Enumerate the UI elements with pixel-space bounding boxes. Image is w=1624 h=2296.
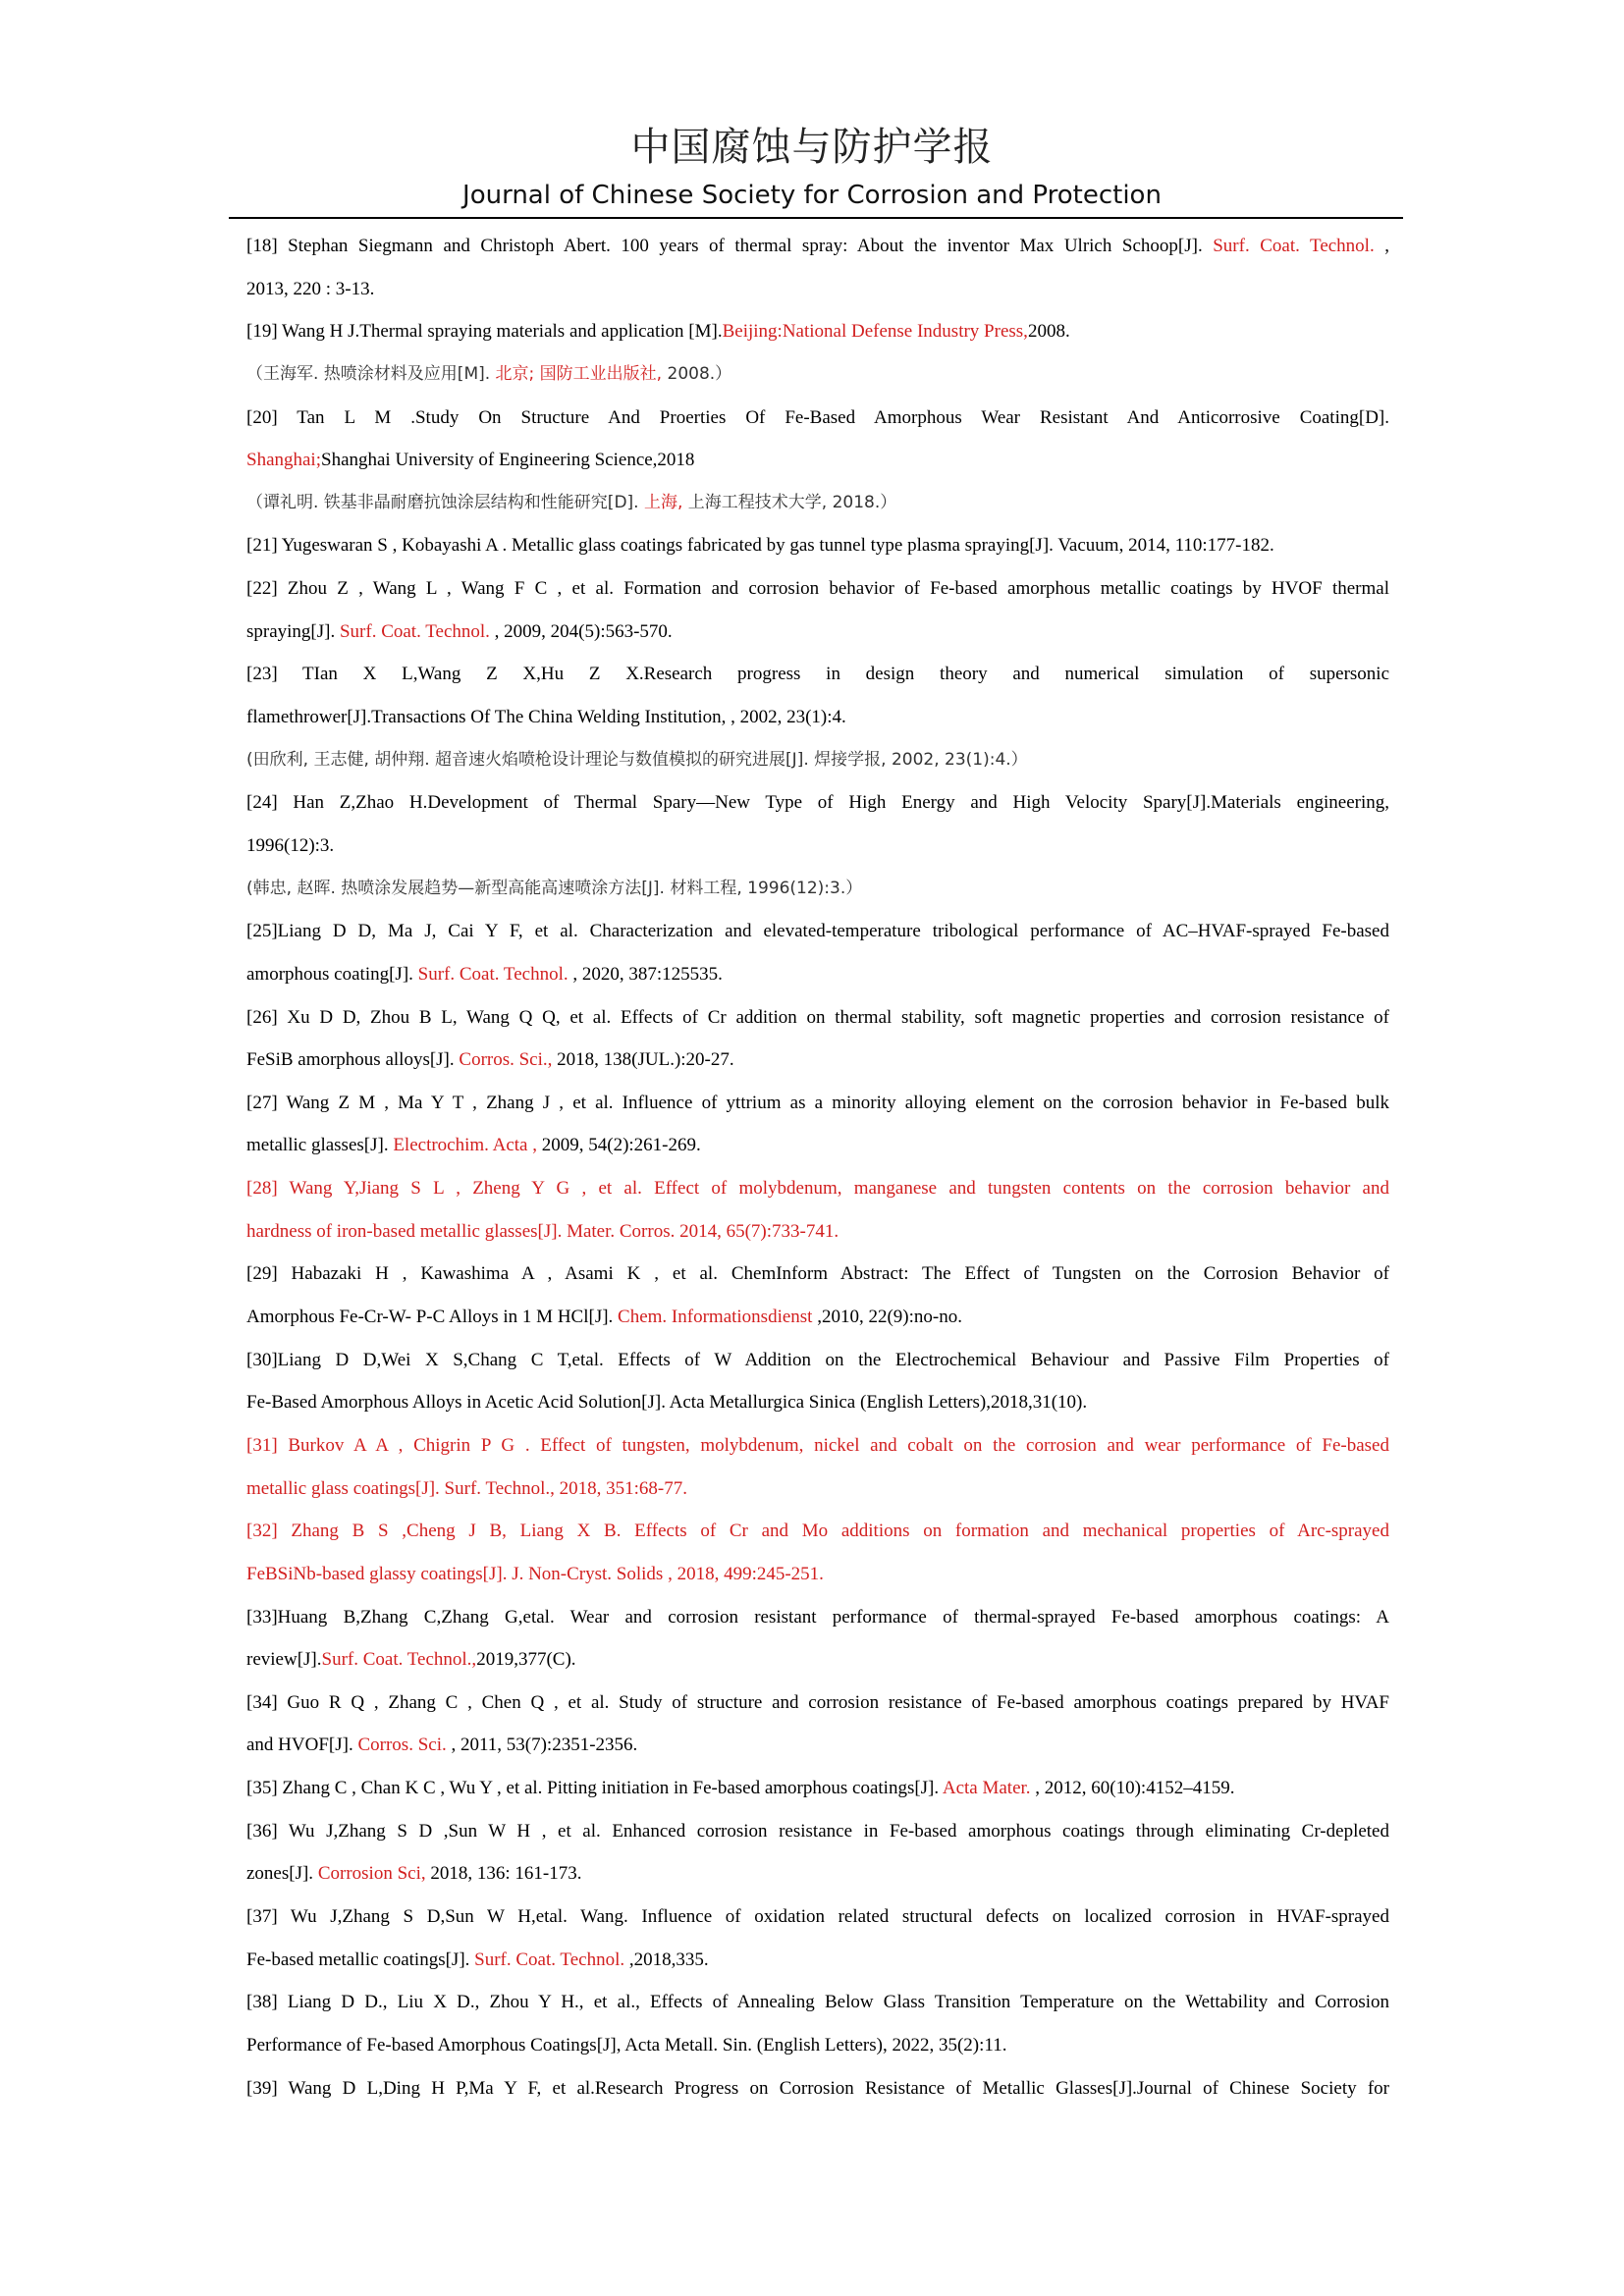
reference-text: FeBSiNb-based glassy coatings[J]. J. Non-Cryst. Solids , 2018, 499:245-251. (246, 1563, 824, 1584)
reference-line (246, 1810, 1389, 1853)
reference-text: FeSiB amorphous alloys[J]. (246, 1049, 460, 1071)
reference-line (246, 825, 1389, 868)
reference-text: [30]Liang D D,Wei X S,Chang C T,etal. Effects of W Addition on the Electrochemical Behaviour and Passive Film Properties of (246, 1349, 1389, 1370)
reference-line (246, 567, 1389, 611)
reference-text: [36] Wu J,Zhang S D ,Sun W H , et al. Enhanced corrosion resistance in Fe-based amorphous coatings through eliminating Cr-depleted (246, 1820, 1389, 1842)
reference-list (246, 225, 1389, 2109)
reference-text: and HVOF[J]. (246, 1735, 358, 1756)
highlighted-citation-text: Surf. Coat. Technol. (474, 1949, 625, 1970)
highlighted-citation-text: 上海, (643, 492, 683, 512)
reference-line (246, 2067, 1389, 2110)
reference-line (246, 1381, 1389, 1424)
reference-text: , (1374, 236, 1389, 256)
reference-line (246, 1682, 1389, 1725)
reference-text: hardness of iron-based metallic glasses[J]. Mater. Corros. 2014, 65(7):733-741. (246, 1220, 839, 1242)
reference-text: [28] Wang Y,Jiang S L , Zheng Y G , et al. Effect of molybdenum, manganese and tungsten contents on the corrosion behavior and (246, 1178, 1389, 1200)
reference-text: [38] Liang D D., Liu X D., Zhou Y H., et al., Effects of Annealing Below Glass Transition Temperature on the Wettability and Corrosion (246, 1992, 1389, 2013)
reference-text: [31] Burkov A A , Chigrin P G . Effect of tungsten, molybdenum, nickel and cobalt on the corrosion and wear performance of Fe-based (246, 1434, 1389, 1456)
reference-text: ,2010, 22(9):no-no. (812, 1307, 962, 1328)
reference-text: 2008. (1027, 321, 1070, 343)
reference-text: [20] Tan L M .Study On Structure And Proerties Of Fe-Based Amorphous Wear Resistant And Anticorrosive Coating[D]. (246, 406, 1389, 428)
journal-title-chinese: 中国腐蚀与防护学报 (630, 125, 994, 170)
reference-line (246, 268, 1389, 311)
reference-line (246, 1424, 1389, 1468)
reference-line (246, 1852, 1389, 1896)
reference-line (246, 1253, 1389, 1296)
reference-text: [34] Guo R Q , Zhang C , Chen Q , et al. Study of structure and corrosion resistance of Fe-based amorphous coatings prepared by HVAF (246, 1691, 1389, 1713)
reference-line (246, 1124, 1389, 1167)
reference-text: [37] Wu J,Zhang S D,Sun W H,etal. Wang. Influence of oxidation related structural defects on localized corrosion in HVAF-sprayed (246, 1905, 1389, 1927)
reference-text: 1996(12):3. (246, 834, 335, 856)
reference-line (246, 1510, 1389, 1553)
reference-text: [18] Stephan Siegmann and Christoph Abert. 100 years of thermal spray: About the inventor Max Ulrich Schoop[J]. (246, 236, 1214, 256)
highlighted-citation-text: Beijing:National Defense Industry Press, (722, 321, 1028, 343)
reference-line (246, 653, 1389, 696)
reference-text: Shanghai University of Engineering Science,2018 (321, 450, 695, 471)
reference-text: , 2009, 204(5):563-570. (489, 620, 673, 642)
reference-text: 2018, 138(JUL.):20-27. (552, 1049, 734, 1071)
reference-text: 2008.） (662, 363, 732, 384)
highlighted-citation-text: Chem. Informationsdienst (618, 1307, 813, 1328)
reference-text: [24] Han Z,Zhao H.Development of Thermal Spary—New Type of High Energy and High Velocity Spary[J].Materials engineering, (246, 792, 1389, 814)
reference-text: 2009, 54(2):261-269. (537, 1135, 701, 1156)
highlighted-citation-text: Corrosion Sci, (317, 1863, 426, 1885)
highlighted-citation-text: Electrochim. Acta , (393, 1135, 537, 1156)
reference-text: spraying[J]. (246, 620, 340, 642)
reference-text: Amorphous Fe-Cr-W- P-C Alloys in 1 M HCl[J]. (246, 1307, 619, 1328)
reference-text: , 2020, 387:125535. (568, 963, 723, 985)
reference-text: [29] Habazaki H , Kawashima A , Asami K , et al. ChemInform Abstract: The Effect of Tungsten on the Corrosion Behavior of (246, 1263, 1389, 1285)
reference-text: amorphous coating[J]. (246, 963, 418, 985)
reference-line (246, 1082, 1389, 1125)
reference-text: zones[J]. (246, 1863, 318, 1885)
reference-text: [39] Wang D L,Ding H P,Ma Y F, et al.Research Progress on Corrosion Resistance of Metallic Glasses[J].Journal of Chinese Society for (246, 2077, 1389, 2099)
reference-text: 2019,377(C). (476, 1649, 576, 1671)
reference-line (246, 310, 1389, 353)
reference-translation-line (246, 868, 1389, 911)
reference-text: Performance of Fe-based Amorphous Coatings[J], Acta Metall. Sin. (English Letters), 2022, 35(2):11. (246, 2034, 1007, 2056)
reference-text: [22] Zhou Z , Wang L , Wang F C , et al. Formation and corrosion behavior of Fe-based amorphous metallic coatings by HVOF thermal (246, 578, 1389, 600)
reference-text: review[J]. (246, 1649, 322, 1671)
reference-line (246, 1296, 1389, 1339)
reference-text: [27] Wang Z M , Ma Y T , Zhang J , et al. Influence of yttrium as a minority alloying element on the corrosion behavior in Fe-based bulk (246, 1092, 1389, 1113)
reference-text: (韩忠, 赵晖. 热喷涂发展趋势—新型高能高速喷涂方法[J]. 材料工程, 1996(12):3.） (246, 878, 863, 898)
reference-text: 上海工程技术大学, 2018.） (682, 492, 897, 512)
highlighted-citation-text: Corros. Sci., (459, 1049, 553, 1071)
reference-text: （谭礼明. 铁基非晶耐磨抗蚀涂层结构和性能研究[D]. (246, 492, 644, 512)
reference-text: Fe-Based Amorphous Alloys in Acetic Acid Solution[J]. Acta Metallurgica Sinica (English Letters),2018,31(10). (246, 1392, 1088, 1414)
reference-line (246, 1896, 1389, 1939)
reference-line (246, 781, 1389, 825)
reference-line (246, 439, 1389, 482)
reference-line (246, 1553, 1389, 1596)
reference-line (246, 524, 1389, 567)
reference-line (246, 1767, 1389, 1810)
reference-translation-line (246, 353, 1389, 397)
reference-line (246, 225, 1389, 268)
highlighted-citation-text: Acta Mater. (942, 1778, 1031, 1799)
reference-text: metallic glasses[J]. (246, 1135, 394, 1156)
highlighted-citation-text: Surf. Coat. Technol. (1213, 236, 1375, 256)
reference-line (246, 611, 1389, 654)
reference-text: [23] TIan X L,Wang Z X,Hu Z X.Research progress in design theory and numerical simulation of supersonic (246, 664, 1389, 685)
highlighted-citation-text: Surf. Coat. Technol., (321, 1649, 477, 1671)
reference-line (246, 2024, 1389, 2067)
reference-line (246, 1638, 1389, 1682)
reference-text: （王海军. 热喷涂材料及应用[M]. (246, 363, 496, 384)
reference-text: (田欣利, 王志健, 胡仲翔. 超音速火焰喷枪设计理论与数值模拟的研究进展[J]. 焊接学报, 2002, 23(1):4.） (246, 749, 1028, 770)
reference-text: [25]Liang D D, Ma J, Cai Y F, et al. Characterization and elevated-temperature tribological performance of AC–HVAF-sprayed Fe-based (246, 921, 1389, 942)
reference-text: 2013, 220 : 3-13. (246, 278, 375, 299)
reference-text: [19] Wang H J.Thermal spraying materials and application [M]. (246, 321, 723, 343)
reference-text: [21] Yugeswaran S , Kobayashi A . Metallic glass coatings fabricated by gas tunnel type plasma spraying[J]. Vacuum, 2014, 110:177-182. (246, 535, 1274, 557)
highlighted-citation-text: Surf. Coat. Technol. (339, 620, 490, 642)
highlighted-citation-text: Shanghai; (246, 450, 321, 471)
highlighted-citation-text: 北京; 国防工业出版社, (495, 363, 663, 384)
reference-text: ,2018,335. (624, 1949, 709, 1970)
header-divider (229, 217, 1403, 219)
reference-line (246, 1939, 1389, 1982)
reference-line (246, 1210, 1389, 1254)
reference-text: [35] Zhang C , Chan K C , Wu Y , et al. Pitting initiation in Fe-based amorphous coatings[J]. (246, 1778, 943, 1799)
reference-line (246, 1596, 1389, 1639)
reference-text: flamethrower[J].Transactions Of The China Welding Institution, , 2002, 23(1):4. (246, 707, 846, 728)
reference-text: [32] Zhang B S ,Cheng J B, Liang X B. Effects of Cr and Mo additions on formation and mechanical properties of Arc-sprayed (246, 1521, 1389, 1542)
reference-line (246, 1981, 1389, 2024)
reference-line (246, 1339, 1389, 1382)
journal-title-english: Journal of Chinese Society for Corrosion and Protection (462, 181, 1162, 210)
reference-text: [33]Huang B,Zhang C,Zhang G,etal. Wear and corrosion resistant performance of thermal-sprayed Fe-based amorphous coatings: A (246, 1606, 1389, 1628)
highlighted-citation-text: Corros. Sci. (357, 1735, 447, 1756)
reference-line (246, 397, 1389, 440)
reference-line (246, 953, 1389, 996)
reference-line (246, 996, 1389, 1040)
reference-line (246, 696, 1389, 739)
reference-text: Fe-based metallic coatings[J]. (246, 1949, 475, 1970)
reference-text: [26] Xu D D, Zhou B L, Wang Q Q, et al. Effects of Cr addition on thermal stability, soft magnetic properties and corrosion resistance of (246, 1006, 1389, 1028)
highlighted-citation-text: Surf. Coat. Technol. (417, 963, 568, 985)
reference-text: , 2011, 53(7):2351-2356. (446, 1735, 638, 1756)
reference-translation-line (246, 482, 1389, 525)
reference-text: , 2012, 60(10):4152–4159. (1030, 1778, 1235, 1799)
reference-line (246, 1039, 1389, 1082)
reference-line (246, 1468, 1389, 1511)
reference-text: metallic glass coatings[J]. Surf. Technol., 2018, 351:68-77. (246, 1477, 687, 1499)
reference-line (246, 910, 1389, 953)
reference-text: 2018, 136: 161-173. (425, 1863, 582, 1885)
reference-line (246, 1167, 1389, 1210)
reference-line (246, 1724, 1389, 1767)
reference-translation-line (246, 739, 1389, 782)
